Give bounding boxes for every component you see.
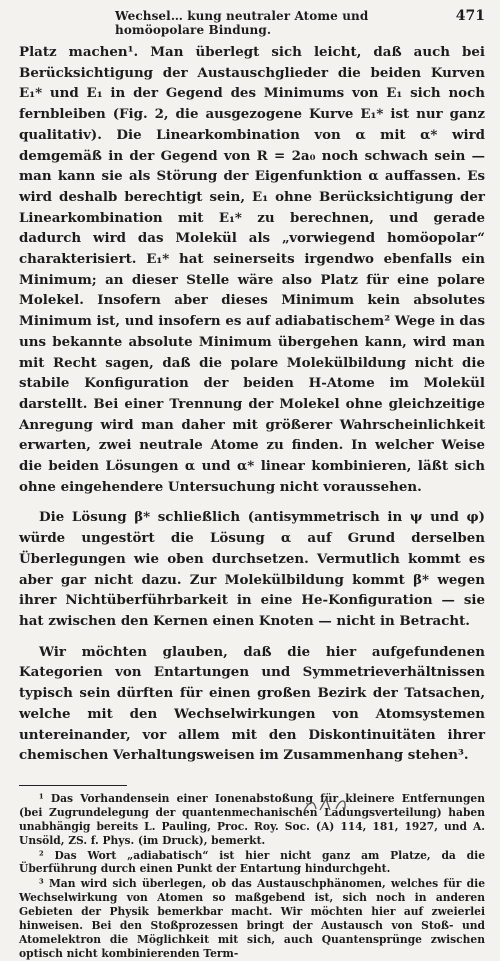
paragraph-3: Wir möchten glauben, daß die hier aufgefundenen Kategorien von Entartungen und Symmetrieverhältnissen typisch sein dürften für einen großen Bezirk der Tatsachen, welche mit den Wechselwirkungen von Atomsystemen untereinander, vor allem mit den Diskontinuitäten ihrer chemischen Verhaltungsweisen im Zusammenhang stehen³. — [19, 643, 485, 764]
page-number: 471 — [455, 8, 485, 24]
paragraph-1: Platz machen¹. Man überlegt sich leicht, daß auch bei Berücksichtigung der Austauschglieder die beiden Kurven E₁* und E₁ in der Gegend des Minimums von E₁ sich noch fernbleiben (Fig. 2, die ausgezogene Kurve E₁* ist nur ganz qualitativ). Die Linearkombination von α mit α* wird demgemäß in der Gegend von R = 2a₀ noch schwach sein — man kann sie als Störung der Eigenfunktion α auffassen. Es wird deshalb berechtigt sein, E₁ ohne Berücksichtigung der Linearkombination mit E₁* zu berechnen, und gerade dadurch wird das Molekül als „vorwiegend homöopolar“ charakterisiert. E₁* hat seinerseits irgendwo ebenfalls ein Minimum; an dieser Stelle wäre also Platz für eine polare Molekel. Insofern aber dieses Minimum kein absolutes Minimum ist, und insofern es auf adiabatischem² Wege in das uns bekannte absolute Minimum übergehen kann, wird man mit Recht sagen, daß die polare Molekülbildung nicht die stabile Konfiguration der beiden H-Atome im Molekül darstellt. Bei einer Trennung der Molekel ohne gleichzeitige Anregung wird man daher mit größerer Wahrscheinlichkeit erwarten, zwei neutrale Atome zu finden. In welcher Weise die beiden Lösungen α und α* linear kombinieren, läßt sich ohne eingehendere Untersuchung nicht voraussehen. — [19, 44, 485, 495]
footnote-2: ² Das Wort „adiabatisch“ ist hier nicht ganz am Platze, da die Überführung durch einen Punkt der Entartung hindurchgeht. — [19, 848, 485, 876]
handwritten-mark — [300, 796, 390, 813]
footnote-3: ³ Man wird sich überlegen, ob das Austauschphänomen, welches für die Wechselwirkung von Atomen so maßgebend ist, sich noch in anderen Gebieten der Physik bemerkbar macht. Wir möchten hier auf zweierlei hinweisen. Bei den Stoßprozessen bringt der Austausch von Stoß- und Atomelektron die Möglichkeit mit sich, auch Quantensprünge zwischen optisch nicht kombinierenden Term- — [19, 877, 485, 960]
paragraph-2: Die Lösung β* schließlich (antisymmetrisch in ψ und φ) würde ungestört die Lösung α auf Grund derselben Überlegungen wie oben durchsetzen. Vermutlich kommt es aber gar nicht dazu. Zur Molekülbildung kommt β* wegen ihrer Nichtüberführbarkeit in eine He-Konfiguration — sie hat zwischen den Kernen einen Knoten — nicht in Betracht. — [19, 509, 485, 629]
running-header — [19, 8, 485, 37]
footnote-1: ¹ Das Vorhandensein einer Ionenabstoßung für kleinere Entfernungen (bei Zugrundelegung der quantenmechanischen Ladungsverteilung) haben unabhängig bereits L. Pauling, Proc. Roy. Soc. (A) 114, 181, 1927, und A. Unsöld, ZS. f. Phys. (im Druck), bemerkt. — [19, 791, 485, 847]
footnote-divider — [19, 785, 127, 786]
running-title: Wechsel… kung neutraler Atome und homöopolare Bindung. — [115, 9, 369, 37]
body-text — [19, 42, 485, 766]
book-page — [19, 8, 485, 961]
footnotes — [19, 792, 485, 961]
